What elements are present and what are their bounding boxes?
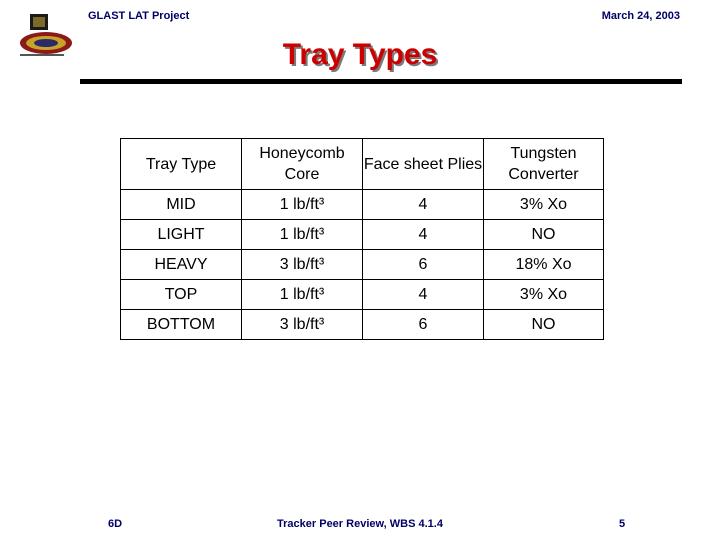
table-cell: 18% Xo	[484, 250, 604, 280]
table-cell: 3% Xo	[484, 280, 604, 310]
table-cell: TOP	[121, 280, 242, 310]
table-row	[121, 220, 604, 250]
table-cell: NO	[484, 220, 604, 250]
footer-section-code: 6D	[108, 518, 123, 530]
table-cell: 4	[363, 220, 484, 250]
table-row	[121, 280, 604, 310]
table-cell: 1 lb/ft³	[242, 220, 363, 250]
slide-title: Tray Types	[282, 38, 438, 71]
table-cell: MID	[121, 190, 242, 220]
table-cell: HEAVY	[121, 250, 242, 280]
table-row	[121, 310, 604, 340]
table-header-row	[121, 139, 604, 190]
table-cell: LIGHT	[121, 220, 242, 250]
table-cell: 1 lb/ft³	[242, 280, 363, 310]
table-cell: BOTTOM	[121, 310, 242, 340]
column-header: Honeycomb Core	[242, 139, 363, 190]
table-cell: 3 lb/ft³	[242, 250, 363, 280]
title-divider	[80, 79, 682, 84]
table-cell: NO	[484, 310, 604, 340]
page-number: 5	[619, 518, 626, 530]
project-name: GLAST LAT Project	[88, 10, 190, 22]
table-row	[121, 190, 604, 220]
table-row	[121, 250, 604, 280]
table-cell: 6	[363, 250, 484, 280]
footer-review-title: Tracker Peer Review, WBS 4.1.4	[277, 518, 443, 530]
table-cell: 4	[363, 280, 484, 310]
tray-types-table	[120, 138, 604, 340]
column-header: Tray Type	[121, 139, 242, 190]
column-header: Tungsten Converter	[484, 139, 604, 190]
table-cell: 3 lb/ft³	[242, 310, 363, 340]
table-cell: 3% Xo	[484, 190, 604, 220]
table-cell: 1 lb/ft³	[242, 190, 363, 220]
column-header: Face sheet Plies	[363, 139, 484, 190]
header-date: March 24, 2003	[601, 10, 680, 22]
table-cell: 4	[363, 190, 484, 220]
table-cell: 6	[363, 310, 484, 340]
